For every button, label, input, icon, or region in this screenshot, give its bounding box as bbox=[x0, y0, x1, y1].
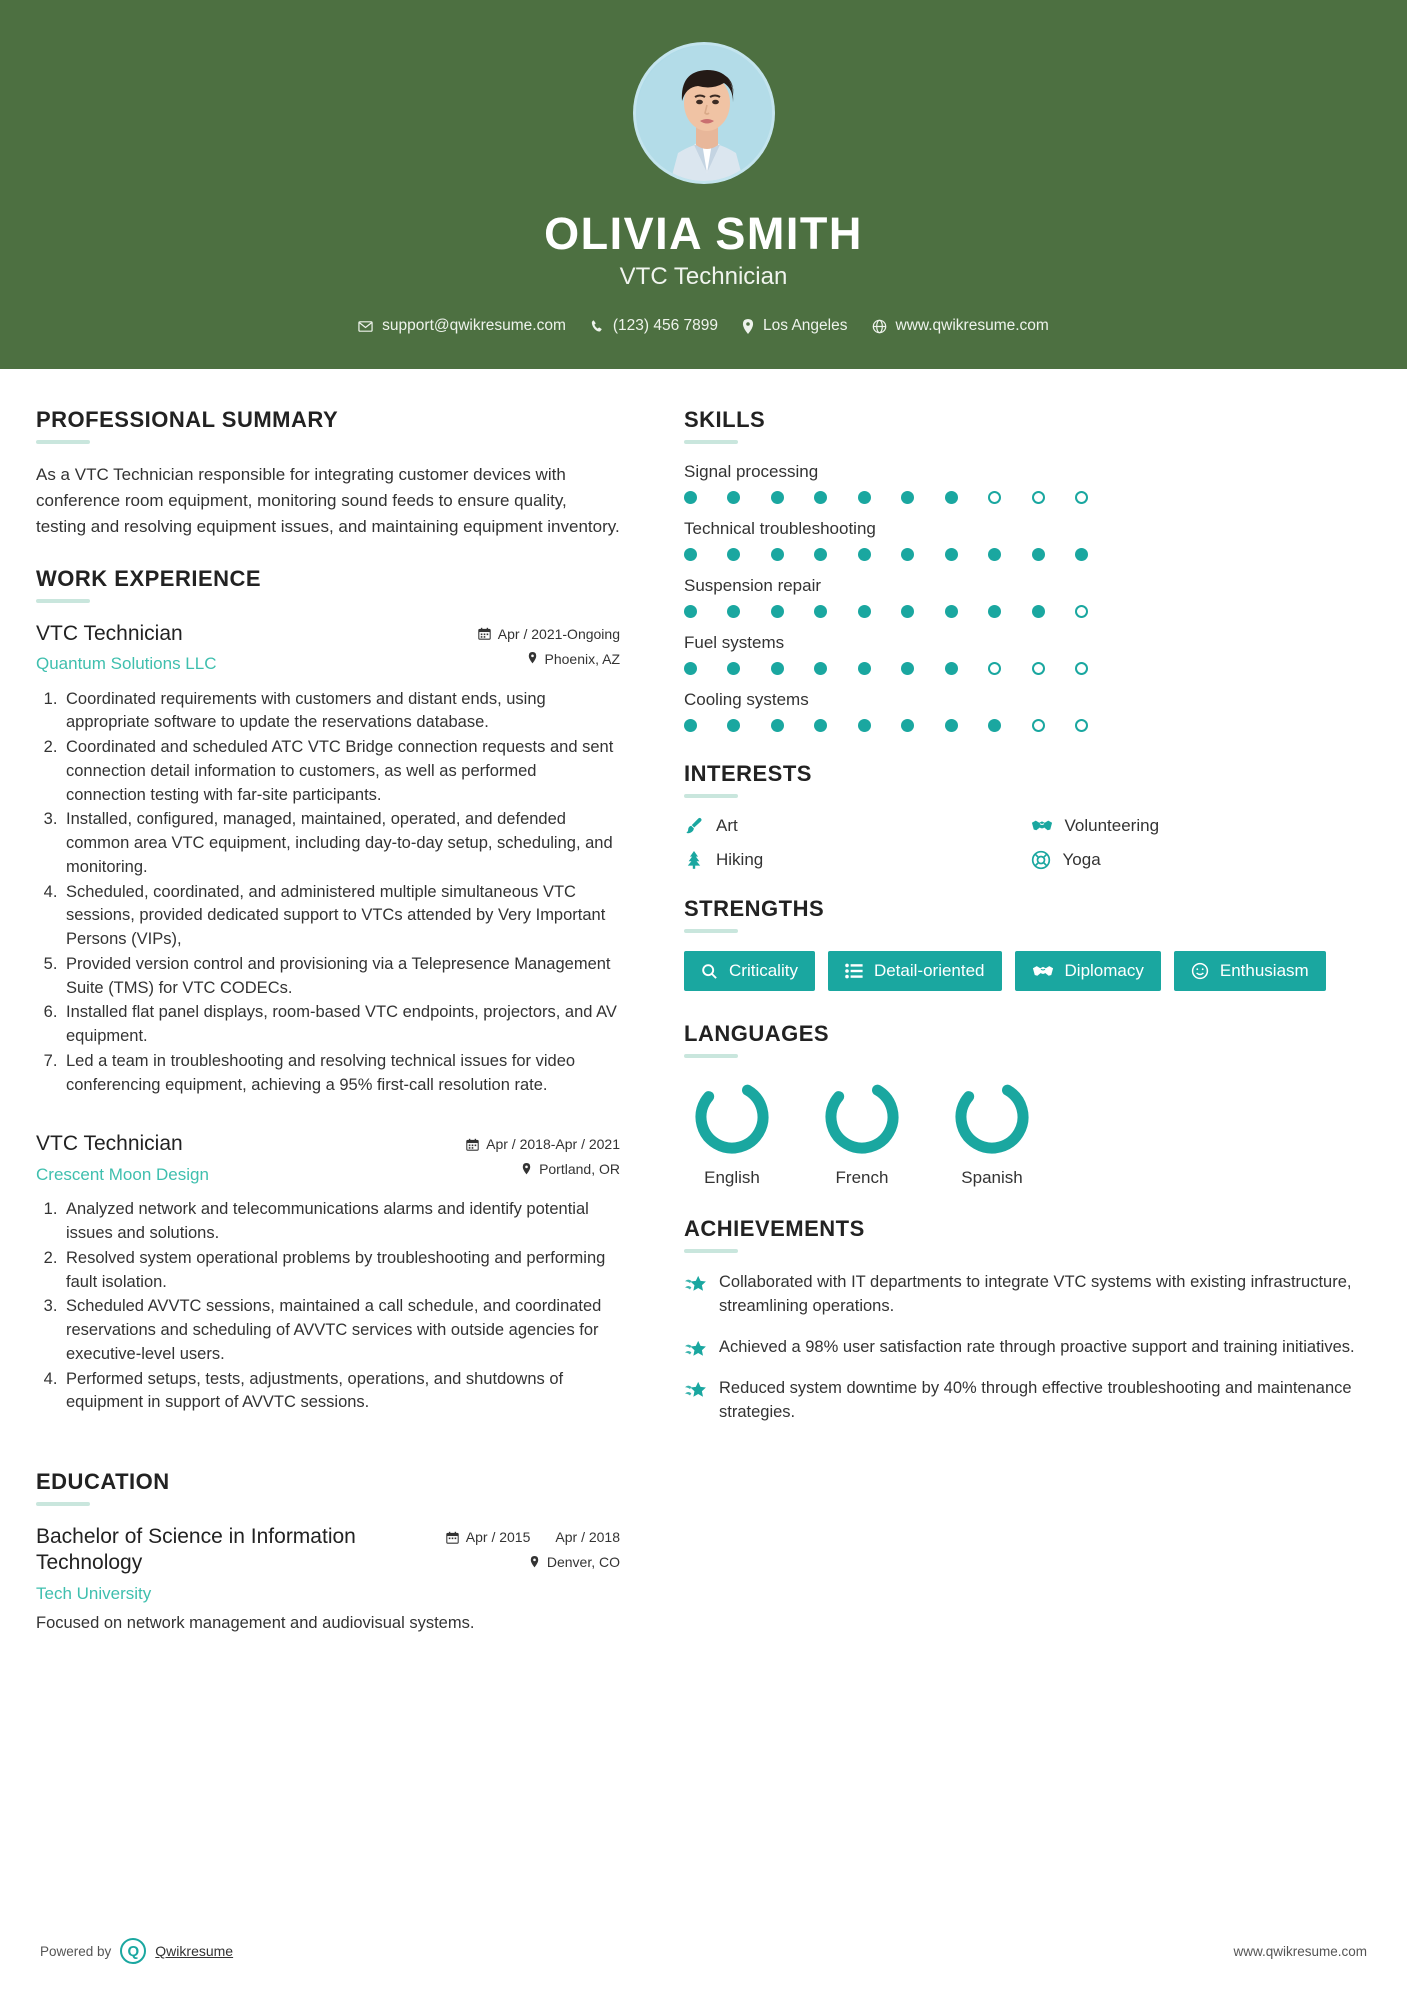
rating-dot-filled bbox=[814, 605, 827, 618]
section-skills bbox=[684, 407, 1367, 732]
rating-dot-filled bbox=[727, 491, 740, 504]
rating-dot-filled bbox=[858, 491, 871, 504]
rating-dot-filled bbox=[988, 548, 1001, 561]
section-rule bbox=[36, 440, 90, 444]
language-item bbox=[944, 1076, 1040, 1188]
interests-grid bbox=[684, 816, 1367, 870]
section-rule bbox=[36, 1502, 90, 1506]
skill-name: Signal processing bbox=[684, 462, 819, 482]
list-icon bbox=[845, 963, 863, 979]
skill-row bbox=[684, 462, 1367, 504]
rating-dot-filled bbox=[684, 719, 697, 732]
rating-dot-filled bbox=[771, 662, 784, 675]
rating-dot-filled bbox=[945, 548, 958, 561]
paintbrush-icon bbox=[684, 816, 704, 836]
section-professional-summary bbox=[36, 407, 620, 539]
job-location-text: Phoenix, AZ bbox=[544, 650, 620, 667]
job-role: VTC Technician bbox=[36, 1132, 183, 1156]
section-rule bbox=[684, 1054, 738, 1058]
job-bullet: 2. Coordinated and scheduled ATC VTC Bridge connection requests and sent connection detail information to customers, as well as performed connection testing with far-site participants. bbox=[62, 736, 620, 807]
contact-row bbox=[0, 317, 1407, 335]
lifebuoy-icon bbox=[1031, 850, 1051, 870]
section-achievements bbox=[684, 1216, 1367, 1425]
powered-by bbox=[40, 1938, 233, 1964]
rating-dot-filled bbox=[727, 662, 740, 675]
job-bullet: 7. Led a team in troubleshooting and resolving technical issues for video conferencing equipment, achieving a 95% first-call resolution rate. bbox=[62, 1050, 620, 1098]
skill-name: Suspension repair bbox=[684, 576, 822, 596]
achievements-title: ACHIEVEMENTS bbox=[684, 1216, 865, 1242]
rating-dot-filled bbox=[1032, 605, 1045, 618]
job-bullets bbox=[36, 1198, 620, 1415]
language-item bbox=[684, 1076, 780, 1188]
job-location-text: Portland, OR bbox=[539, 1161, 620, 1178]
section-interests bbox=[684, 761, 1367, 870]
map-pin-icon bbox=[527, 652, 538, 665]
skill-row bbox=[684, 690, 1367, 732]
rating-dot-filled bbox=[1075, 548, 1088, 561]
contact-location bbox=[733, 317, 856, 335]
education-dates bbox=[446, 1529, 620, 1545]
rating-dot-filled bbox=[771, 548, 784, 561]
smiley-icon bbox=[1191, 962, 1209, 980]
star-badge-icon bbox=[684, 1336, 706, 1359]
resume-header bbox=[0, 0, 1407, 369]
star-badge-icon bbox=[684, 1271, 706, 1294]
rating-dot-filled bbox=[858, 662, 871, 675]
skills-title: SKILLS bbox=[684, 407, 766, 433]
education-description: Focused on network management and audiovisual systems. bbox=[36, 1613, 475, 1632]
job-dates bbox=[448, 626, 620, 642]
search-icon bbox=[701, 963, 718, 980]
section-rule bbox=[36, 599, 90, 603]
rating-dot-empty bbox=[1075, 662, 1088, 675]
achievement-text: Collaborated with IT departments to integrate VTC systems with existing infrastructure, streamlining operations. bbox=[719, 1273, 1352, 1316]
job-bullet: 4. Performed setups, tests, adjustments, operations, and shutdowns of equipment in support of AVVTC sessions. bbox=[62, 1368, 620, 1416]
rating-dot-filled bbox=[684, 662, 697, 675]
education-date-end: Apr / 2018 bbox=[555, 1529, 620, 1546]
work-entry bbox=[36, 1131, 620, 1415]
job-company: Quantum Solutions LLC bbox=[36, 653, 217, 673]
strength-chip-enthusiasm bbox=[1174, 951, 1326, 991]
location-pin-icon bbox=[742, 319, 754, 334]
rating-dot-filled bbox=[684, 548, 697, 561]
skill-name: Fuel systems bbox=[684, 633, 785, 653]
language-label: Spanish bbox=[961, 1168, 1023, 1188]
job-bullet: 2. Resolved system operational problems by troubleshooting and performing fault isolation. bbox=[62, 1247, 620, 1295]
interest-item bbox=[684, 850, 1021, 870]
rating-dot-filled bbox=[727, 548, 740, 561]
achievement-item bbox=[684, 1336, 1367, 1360]
rating-dot-empty bbox=[988, 662, 1001, 675]
rating-dot-filled bbox=[1032, 548, 1045, 561]
avatar bbox=[633, 42, 775, 184]
page-title: OLIVIA SMITH bbox=[544, 208, 863, 259]
interest-label: Volunteering bbox=[1064, 816, 1160, 836]
skill-rating bbox=[684, 662, 1088, 675]
rating-dot-filled bbox=[901, 719, 914, 732]
rating-dot-filled bbox=[945, 491, 958, 504]
job-bullets bbox=[36, 688, 620, 1098]
section-work-experience bbox=[36, 566, 620, 1416]
achievement-text: Reduced system downtime by 40% through effective troubleshooting and maintenance strategies. bbox=[719, 1379, 1352, 1421]
language-progress-ring bbox=[951, 1076, 1033, 1158]
contact-website[interactable] bbox=[863, 317, 1058, 335]
contact-phone-text: (123) 456 7899 bbox=[612, 317, 719, 335]
job-bullet: 3. Installed, configured, managed, maintained, operated, and defended common area VTC equipment, including day-to-day setup, scheduling, and monitoring. bbox=[62, 808, 620, 879]
rating-dot-filled bbox=[945, 605, 958, 618]
rating-dot-filled bbox=[901, 662, 914, 675]
rating-dot-filled bbox=[814, 548, 827, 561]
footer-url: www.qwikresume.com bbox=[1233, 1943, 1367, 1959]
skill-rating bbox=[684, 548, 1088, 561]
rating-dot-filled bbox=[727, 719, 740, 732]
skill-row bbox=[684, 519, 1367, 561]
calendar-icon bbox=[478, 627, 491, 640]
rating-dot-filled bbox=[858, 548, 871, 561]
job-dates-text: Apr / 2021-Ongoing bbox=[497, 625, 620, 642]
achievement-text: Achieved a 98% user satisfaction rate through proactive support and training initiatives. bbox=[719, 1338, 1355, 1357]
star-badge-icon bbox=[684, 1377, 706, 1400]
tree-icon bbox=[684, 850, 704, 870]
rating-dot-empty bbox=[1075, 719, 1088, 732]
right-column bbox=[650, 369, 1407, 1442]
education-meta bbox=[446, 1524, 620, 1579]
summary-title: PROFESSIONAL SUMMARY bbox=[36, 407, 339, 433]
strengths-title: STRENGTHS bbox=[684, 896, 825, 922]
education-school: Tech University bbox=[36, 1583, 152, 1603]
job-dates-text: Apr / 2018-Apr / 2021 bbox=[486, 1136, 620, 1153]
interest-label: Art bbox=[716, 816, 738, 836]
achievement-item bbox=[684, 1377, 1367, 1425]
language-label: French bbox=[835, 1168, 889, 1188]
languages-title: LANGUAGES bbox=[684, 1021, 830, 1047]
rating-dot-filled bbox=[901, 491, 914, 504]
job-bullet: 4. Scheduled, coordinated, and administered multiple simultaneous VTC sessions, provided dedicated support to VTCs attended by Very Important Persons (VIPs), bbox=[62, 881, 620, 952]
job-company: Crescent Moon Design bbox=[36, 1164, 209, 1184]
education-date-start: Apr / 2015 bbox=[465, 1529, 531, 1546]
rating-dot-filled bbox=[727, 605, 740, 618]
rating-dot-filled bbox=[901, 605, 914, 618]
rating-dot-empty bbox=[1075, 605, 1088, 618]
job-bullet: 5. Provided version control and provisioning via a Telepresence Management Suite (TMS) for VTC CODECs. bbox=[62, 953, 620, 1001]
skill-row bbox=[684, 633, 1367, 675]
rating-dot-empty bbox=[1032, 662, 1045, 675]
section-rule bbox=[684, 929, 738, 933]
rating-dot-filled bbox=[771, 491, 784, 504]
rating-dot-filled bbox=[945, 719, 958, 732]
section-rule bbox=[684, 440, 738, 444]
interest-item bbox=[1031, 816, 1368, 836]
job-bullet: 3. Scheduled AVVTC sessions, maintained a call schedule, and coordinated reservations and scheduling of AVVTC services with outside agencies for executive-level users. bbox=[62, 1295, 620, 1366]
contact-location-text: Los Angeles bbox=[763, 317, 848, 335]
interest-label: Hiking bbox=[716, 850, 764, 870]
avatar-photo bbox=[636, 45, 775, 184]
rating-dot-empty bbox=[1075, 491, 1088, 504]
summary-text: As a VTC Technician responsible for integrating customer devices with conference room equipment, monitoring sound feeds to ensure quality, testing and resolving equipment issues, and maintaining equipment inventory. bbox=[36, 465, 620, 536]
skills-list bbox=[684, 462, 1367, 732]
language-item bbox=[814, 1076, 910, 1188]
education-title: EDUCATION bbox=[36, 1469, 170, 1495]
interest-label: Yoga bbox=[1062, 850, 1101, 870]
skill-rating bbox=[684, 491, 1088, 504]
language-progress-ring bbox=[821, 1076, 903, 1158]
strength-chip-diplomacy bbox=[1015, 951, 1161, 991]
left-column bbox=[0, 369, 650, 1635]
skill-name: Cooling systems bbox=[684, 690, 809, 710]
powered-by-label: Powered by bbox=[40, 1943, 112, 1959]
job-dates bbox=[448, 1136, 620, 1152]
rating-dot-filled bbox=[684, 491, 697, 504]
contact-email-text: support@qwikresume.com bbox=[382, 317, 566, 335]
rating-dot-filled bbox=[771, 719, 784, 732]
qwikresume-link[interactable]: Qwikresume bbox=[155, 1943, 234, 1959]
section-languages bbox=[684, 1021, 1367, 1188]
job-meta bbox=[448, 1131, 620, 1186]
rating-dot-filled bbox=[814, 491, 827, 504]
section-rule bbox=[684, 1249, 738, 1253]
interest-item bbox=[1031, 850, 1368, 870]
resume-body bbox=[0, 369, 1407, 1635]
qwikresume-logo-icon: Q bbox=[120, 1938, 146, 1964]
section-education bbox=[36, 1469, 620, 1635]
strength-label: Diplomacy bbox=[1064, 961, 1144, 981]
strength-label: Enthusiasm bbox=[1219, 961, 1309, 981]
interests-title: INTERESTS bbox=[684, 761, 812, 787]
job-location bbox=[448, 1161, 620, 1177]
rating-dot-filled bbox=[814, 719, 827, 732]
contact-website-text: www.qwikresume.com bbox=[895, 317, 1049, 335]
strength-label: Detail-oriented bbox=[873, 961, 985, 981]
section-rule bbox=[684, 794, 738, 798]
language-label: English bbox=[704, 1168, 760, 1188]
strengths-list bbox=[684, 951, 1367, 991]
envelope-icon bbox=[358, 319, 373, 334]
rating-dot-filled bbox=[814, 662, 827, 675]
resume-footer bbox=[0, 1938, 1407, 1990]
education-degree: Bachelor of Science in Information Technology bbox=[36, 1525, 356, 1575]
languages-list bbox=[684, 1076, 1367, 1188]
contact-email[interactable] bbox=[349, 317, 575, 335]
rating-dot-empty bbox=[1032, 491, 1045, 504]
skill-rating bbox=[684, 719, 1088, 732]
job-bullet: 6. Installed flat panel displays, room-based VTC endpoints, projectors, and AV equipment. bbox=[62, 1001, 620, 1049]
skill-rating bbox=[684, 605, 1088, 618]
skill-row bbox=[684, 576, 1367, 618]
skill-name: Technical troubleshooting bbox=[684, 519, 876, 539]
rating-dot-filled bbox=[988, 719, 1001, 732]
rating-dot-empty bbox=[1032, 719, 1045, 732]
globe-icon bbox=[872, 319, 887, 334]
education-location-text: Denver, CO bbox=[546, 1554, 620, 1571]
handshake-icon bbox=[1031, 817, 1053, 835]
job-location bbox=[448, 651, 620, 667]
strength-chip-detail-oriented bbox=[828, 951, 1002, 991]
rating-dot-filled bbox=[684, 605, 697, 618]
interest-item bbox=[684, 816, 1021, 836]
contact-phone[interactable] bbox=[581, 317, 727, 335]
work-entry bbox=[36, 621, 620, 1098]
rating-dot-filled bbox=[858, 719, 871, 732]
header-job-title: VTC Technician bbox=[619, 263, 788, 291]
job-bullet: 1. Coordinated requirements with customers and distant ends, using appropriate software to update the reservations database. bbox=[62, 688, 620, 736]
phone-icon bbox=[590, 319, 604, 333]
rating-dot-filled bbox=[858, 605, 871, 618]
job-meta bbox=[448, 621, 620, 676]
handshake-icon bbox=[1032, 963, 1054, 980]
calendar-icon bbox=[466, 1138, 479, 1151]
strength-chip-criticality bbox=[684, 951, 815, 991]
job-bullet: 1. Analyzed network and telecommunications alarms and identify potential issues and solutions. bbox=[62, 1198, 620, 1246]
section-strengths bbox=[684, 896, 1367, 991]
language-progress-ring bbox=[691, 1076, 773, 1158]
job-role: VTC Technician bbox=[36, 621, 183, 645]
achievement-item bbox=[684, 1271, 1367, 1319]
work-title: WORK EXPERIENCE bbox=[36, 565, 262, 591]
rating-dot-filled bbox=[988, 605, 1001, 618]
rating-dot-filled bbox=[901, 548, 914, 561]
rating-dot-filled bbox=[771, 605, 784, 618]
rating-dot-filled bbox=[945, 662, 958, 675]
calendar-icon bbox=[446, 1531, 459, 1544]
map-pin-icon bbox=[529, 1556, 540, 1569]
rating-dot-empty bbox=[988, 491, 1001, 504]
strength-label: Criticality bbox=[729, 961, 798, 981]
map-pin-icon bbox=[521, 1163, 532, 1176]
education-location bbox=[446, 1554, 620, 1570]
